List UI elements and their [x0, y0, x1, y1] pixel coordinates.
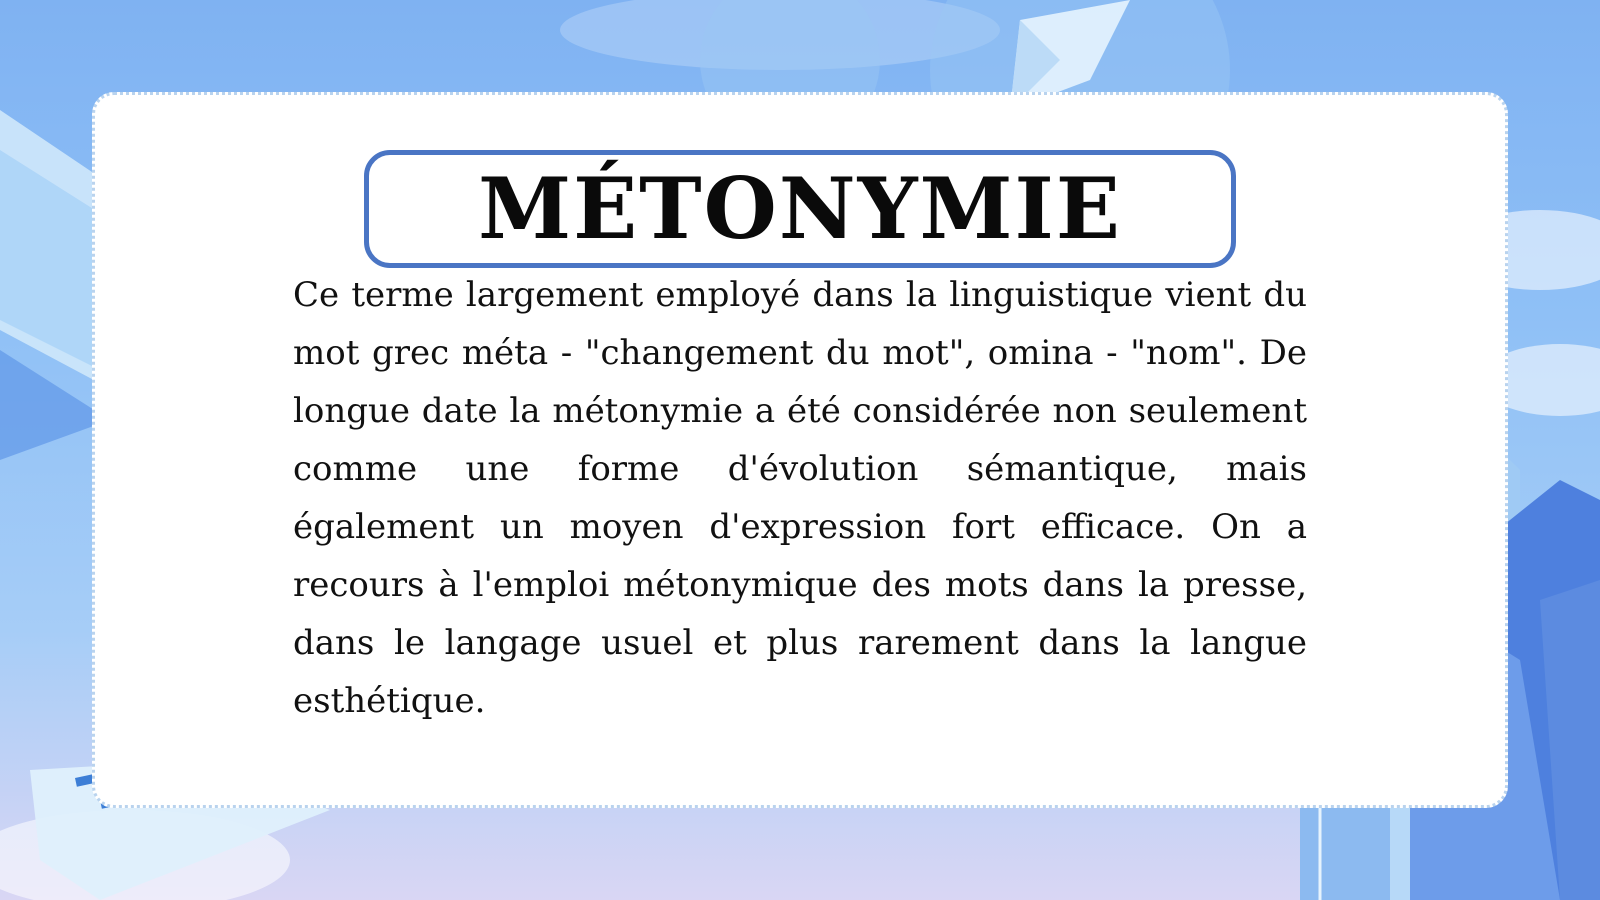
page-title: MÉTONYMIE — [478, 159, 1122, 258]
body-paragraph: Ce terme largement employé dans la linguistique vient du mot grec méta - "changement du mot", omina - "nom". De longue date la métonymie a été considérée non seulement comme une forme d'évolution sémantique, mais également un moyen d'expression fort efficace. On a recours à l'emploi métonymique des mots dans la presse, dans le langage usuel et plus rarement dans la langue esthétique. — [293, 275, 1307, 721]
title-frame — [364, 150, 1236, 268]
